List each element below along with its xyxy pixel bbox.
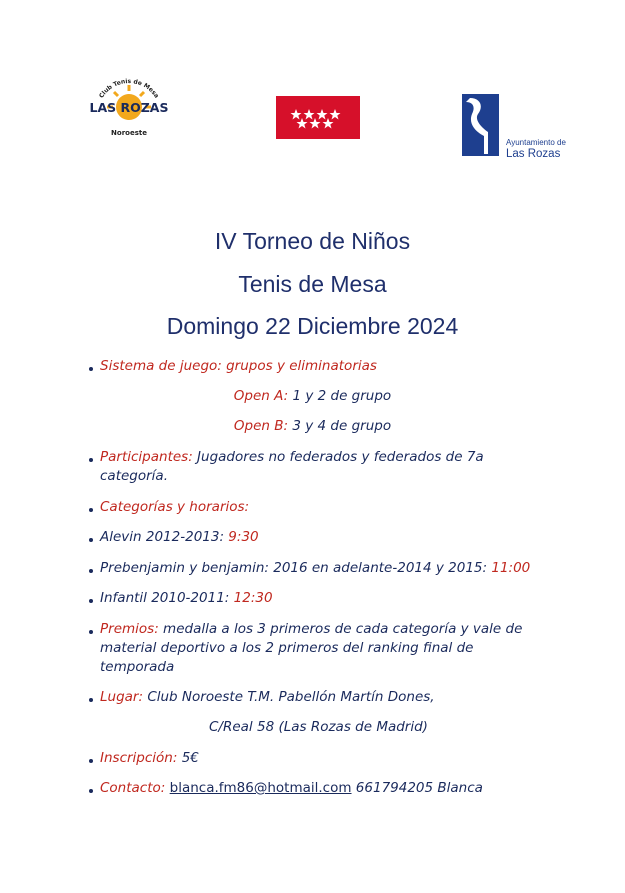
participantes-value-2: categoría. — [100, 468, 168, 484]
ayto-line2: Las Rozas — [506, 148, 561, 160]
club-name: LAS ROZAS — [89, 100, 169, 115]
bullet-icon — [89, 508, 93, 512]
alevin-time: 9:30 — [224, 529, 259, 545]
open-a-value: 1 y 2 de grupo — [288, 388, 392, 404]
open-b-value: 3 y 4 de grupo — [288, 418, 392, 434]
participantes-value: Jugadores no federados y federados de 7a — [192, 449, 484, 465]
premios-label: Premios: — [100, 621, 159, 637]
heron-icon — [462, 94, 499, 156]
title-line-2: Tenis de Mesa — [238, 271, 387, 297]
bullet-icon — [89, 569, 93, 573]
bullet-icon — [89, 630, 93, 634]
club-logo — [86, 71, 172, 157]
infantil-label: Infantil 2010-2011: — [100, 590, 230, 606]
alevin-line — [100, 528, 259, 547]
contacto-email-link[interactable]: blanca.fm86@hotmail.com — [169, 780, 352, 796]
title-line-1: IV Torneo de Niños — [214, 228, 411, 254]
contacto-line — [100, 779, 483, 798]
infantil-time: 12:30 — [229, 590, 273, 606]
lugar-line — [100, 688, 435, 707]
bullet-icon — [89, 367, 93, 371]
open-b-label: Open B: — [233, 418, 289, 434]
participantes-line — [100, 448, 484, 467]
inscripcion-line — [100, 749, 199, 768]
sistema-label: Sistema de juego: grupos y eliminatorias — [100, 358, 377, 374]
premios-value-2: material deportivo a los 2 primeros del ranking final de — [100, 640, 474, 656]
alevin-label: Alevin 2012-2013: — [100, 529, 225, 545]
bullet-icon — [89, 698, 93, 702]
prebenjamin-label: Prebenjamin y benjamin: 2016 en adelante-2014 y 2015: — [100, 560, 488, 576]
lugar-value: Club Noroeste T.M. Pabellón Martín Dones, — [143, 689, 435, 705]
contacto-rest: 661794205 Blanca — [351, 780, 483, 796]
bullet-icon — [89, 538, 93, 542]
premios-line — [100, 620, 522, 639]
premios-value: medalla a los 3 primeros de cada categoría y vale de — [158, 621, 523, 637]
club-arc-text: Club Tenis de Mesa — [97, 77, 161, 100]
participantes-label: Participantes: — [100, 449, 193, 465]
categorias-label: Categorías y horarios: — [100, 499, 250, 515]
open-a-label: Open A: — [233, 388, 289, 404]
lugar-label: Lugar: — [100, 689, 144, 705]
open-a-line — [0, 387, 625, 406]
infantil-line — [100, 589, 273, 608]
madrid-flag-logo — [276, 96, 360, 139]
contacto-label: Contacto: — [100, 780, 166, 796]
bullet-icon — [89, 789, 93, 793]
prebenjamin-time: 11:00 — [487, 560, 531, 576]
bullet-icon — [89, 599, 93, 603]
premios-value-3: temporada — [100, 659, 175, 675]
prebenjamin-line — [100, 559, 530, 578]
ayto-line1: Ayuntamiento de — [506, 138, 566, 147]
inscripcion-label: Inscripción: — [100, 750, 178, 766]
inscripcion-value: 5€ — [177, 750, 199, 766]
stars-icon — [276, 96, 360, 139]
ayuntamiento-logo — [460, 88, 572, 160]
title-line-3: Domingo 22 Diciembre 2024 — [166, 313, 459, 339]
bullet-icon — [89, 458, 93, 462]
open-b-line — [0, 417, 625, 436]
club-sub: Noroeste — [111, 129, 147, 137]
bullet-icon — [89, 759, 93, 763]
lugar-value-2: C/Real 58 (Las Rozas de Madrid) — [209, 719, 428, 735]
